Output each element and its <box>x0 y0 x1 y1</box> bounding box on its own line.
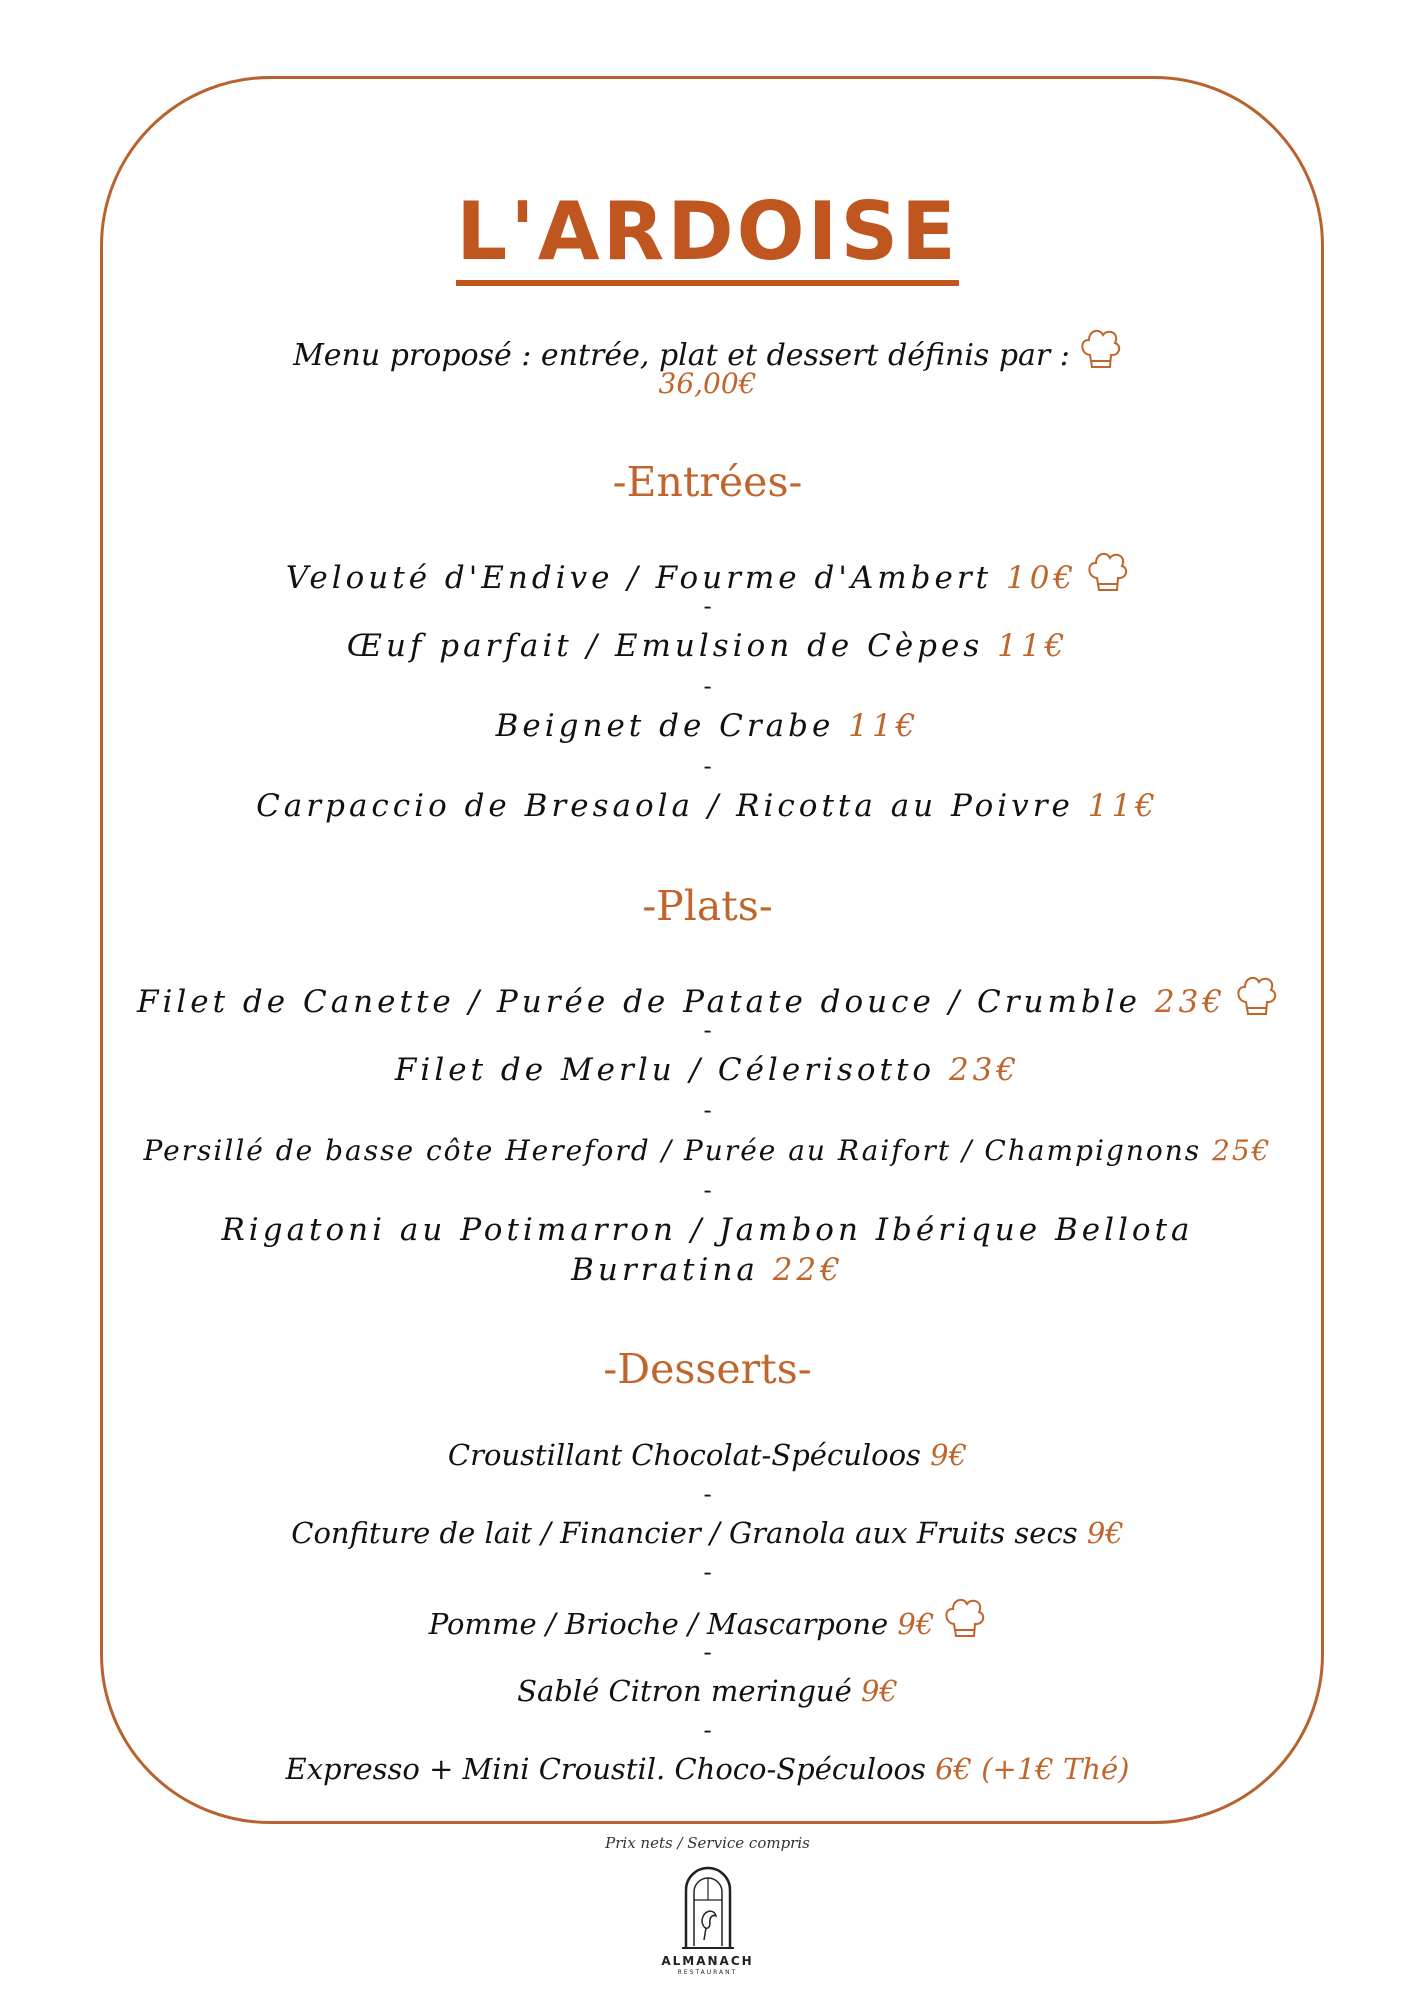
item-separator: - <box>703 1480 712 1508</box>
brand-name: ALMANACH RESTAURANT <box>0 1954 1415 1976</box>
menu-item: Confiture de lait / Financier / Granola aux Fruits secs 9€ <box>291 1516 1124 1550</box>
arched-window-bird-icon <box>676 1860 740 1950</box>
item-price: 11€ <box>848 708 920 744</box>
menu-item: Expresso + Mini Croustil. Choco-Spéculoos 6€ (+1€ Thé) <box>285 1752 1130 1786</box>
section-heading-desserts: -Desserts- <box>603 1345 812 1393</box>
item-separator: - <box>703 752 712 780</box>
item-price: 6€ (+1€ Thé) <box>935 1752 1130 1786</box>
item-separator: - <box>703 1638 712 1666</box>
item-separator: - <box>703 1716 712 1744</box>
item-separator: - <box>703 1176 712 1204</box>
item-price: 25€ <box>1212 1134 1272 1167</box>
menu-item: Croustillant Chocolat-Spéculoos 9€ <box>447 1438 968 1472</box>
chef-hat-icon <box>1234 972 1278 1020</box>
chef-hat-icon <box>1085 548 1129 596</box>
chef-hat-icon <box>942 1594 986 1642</box>
item-price: 9€ <box>897 1607 935 1641</box>
intro-text: Menu proposé : entrée, plat et dessert définis par : <box>0 325 1415 373</box>
menu-item-continued: Burratina 22€ <box>571 1252 844 1288</box>
item-price: 23€ <box>1154 984 1227 1020</box>
section-heading-entrees: -Entrées- <box>612 458 803 506</box>
menu-item: Pomme / Brioche / Mascarpone 9€ <box>0 1594 1415 1642</box>
item-price: 11€ <box>1087 788 1159 824</box>
item-price: 9€ <box>860 1674 898 1708</box>
menu-item: Persillé de basse côte Hereford / Purée au Raifort / Champignons 25€ <box>143 1134 1272 1167</box>
menu-item: Filet de Canette / Purée de Patate douce / Crumble 23€ <box>0 972 1415 1020</box>
menu-item: Carpaccio de Bresaola / Ricotta au Poivre 11€ <box>256 788 1159 824</box>
item-separator: - <box>703 1096 712 1124</box>
menu-item: Rigatoni au Potimarron / Jambon Ibérique Bellota <box>221 1212 1194 1248</box>
item-price: 11€ <box>997 628 1069 664</box>
section-heading-plats: -Plats- <box>642 882 773 930</box>
brand-subtitle: RESTAURANT <box>677 1969 738 1976</box>
chef-hat-icon <box>1078 325 1122 373</box>
footer-note: Prix nets / Service compris <box>605 1834 810 1852</box>
menu-item: Filet de Merlu / Célerisotto 23€ <box>394 1052 1021 1088</box>
item-price: 23€ <box>948 1052 1021 1088</box>
item-price: 9€ <box>1086 1516 1124 1550</box>
menu-item: Beignet de Crabe 11€ <box>495 708 920 744</box>
menu-item: Œuf parfait / Emulsion de Cèpes 11€ <box>346 628 1069 664</box>
page-title: L'ARDOISE <box>0 185 1415 278</box>
menu-item: Velouté d'Endive / Fourme d'Ambert 10€ <box>0 548 1415 596</box>
item-separator: - <box>703 1016 712 1044</box>
item-separator: - <box>703 1558 712 1586</box>
item-separator: - <box>703 592 712 620</box>
item-price: 22€ <box>772 1252 844 1288</box>
item-price: 9€ <box>930 1438 968 1472</box>
item-separator: - <box>703 672 712 700</box>
item-price: 10€ <box>1005 560 1078 596</box>
menu-item: Sablé Citron meringué 9€ <box>517 1674 898 1708</box>
intro-price: 36,00€ <box>658 367 757 400</box>
